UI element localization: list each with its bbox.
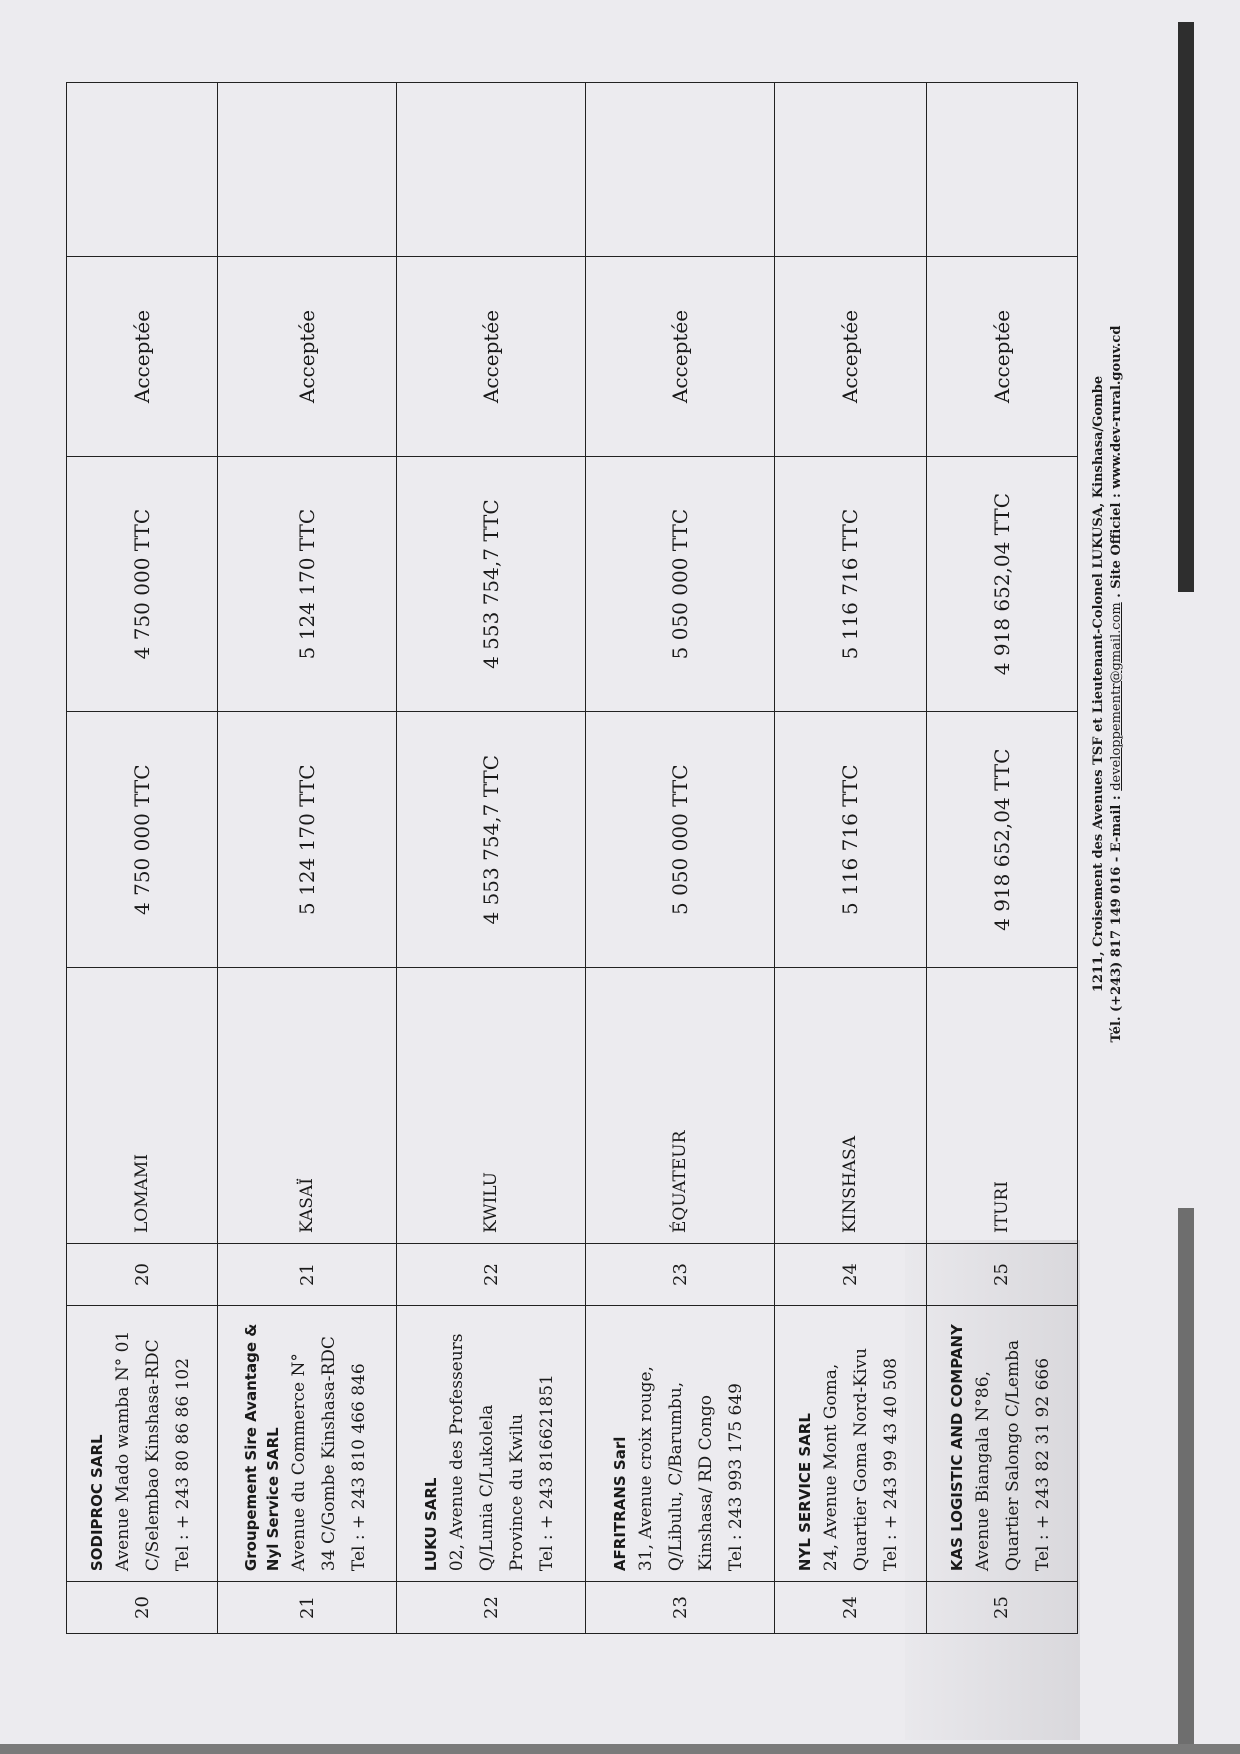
bidder-address-line: Kinshasa/ RD Congo [696,1395,717,1572]
bidder-name: Groupement Sire Avantage & Nyl Service SARL [242,1323,283,1572]
bidder-cell [586,1306,775,1582]
decision: Acceptée [218,257,397,457]
bidder-address-line: 02, Avenue des Professeurs [447,1333,468,1572]
observations-cell [586,83,775,257]
bidder-address-line: Tel : + 243 99 43 40 508 [881,1357,902,1572]
bidder-name: KAS LOGISTIC AND COMPANY [947,1324,966,1572]
observations-cell [775,83,926,257]
amount-read: 5 116 716 TTC [775,712,926,968]
province: KINSHASA [775,968,926,1244]
bidder-cell [397,1306,586,1582]
table-row [218,83,397,1634]
bidder-address-line: Tel : + 243 810 466 846 [349,1363,370,1572]
row-number: 21 [218,1582,397,1634]
bidder-address-line: Province du Kwilu [507,1413,528,1572]
amount-corrected: 4 553 754,7 TTC [397,456,586,712]
bidder-name: SODIPROC SARL [88,1434,107,1572]
amount-read: 4 750 000 TTC [67,712,218,968]
amount-read: 5 050 000 TTC [586,712,775,968]
bidder-address-line: 24, Avenue Mont Goma, [821,1363,842,1572]
amount-read: 5 124 170 TTC [218,712,397,968]
province: KASAÏ [218,968,397,1244]
lot-number: 24 [775,1243,926,1305]
observations-cell [397,83,586,257]
table-row [775,83,926,1634]
province: KWILU [397,968,586,1244]
bidder-address-line: Avenue Mado wamba N° 01 [113,1330,134,1572]
bids-table [66,82,1078,1634]
amount-corrected: 5 124 170 TTC [218,456,397,712]
footer-phone: Tél. (+243) 817 149 016 - E-mail : [1109,790,1124,1043]
amount-read: 4 553 754,7 TTC [397,712,586,968]
decision: Acceptée [775,257,926,457]
scan-edge-bar [1178,1208,1194,1754]
province: ITURI [926,968,1077,1244]
page-footer [1090,234,1126,1134]
bidder-address-line: C/Selembao Kinshasa-RDC [143,1339,164,1572]
table-row [67,83,218,1634]
footer-contact [1108,234,1126,1134]
bidder-address-line: Tel : + 243 80 86 86 102 [173,1357,194,1572]
observations-cell [218,83,397,257]
lot-number: 25 [926,1243,1077,1305]
bidder-name: LUKU SARL [422,1477,441,1572]
row-number: 23 [586,1582,775,1634]
bidder-cell [926,1306,1077,1582]
amount-corrected: 5 116 716 TTC [775,456,926,712]
lot-number: 21 [218,1243,397,1305]
lot-number: 20 [67,1243,218,1305]
amount-corrected: 5 050 000 TTC [586,456,775,712]
row-number: 22 [397,1582,586,1634]
bidder-address-line: Q/Libulu, C/Barumbu, [666,1381,687,1572]
bidder-name: NYL SERVICE SARL [796,1413,815,1572]
lot-number: 23 [586,1243,775,1305]
bidder-address-line: Avenue du Commerce N° [289,1353,310,1572]
bidder-cell [218,1306,397,1582]
bidder-cell [775,1306,926,1582]
bidder-address-line: Quartier Goma Nord-Kivu [851,1348,872,1572]
bidder-address-line: Quartier Salongo C/Lemba [1002,1339,1023,1572]
scan-edge-bar [1178,22,1194,592]
decision: Acceptée [67,257,218,457]
row-number: 20 [67,1582,218,1634]
bidder-cell [67,1306,218,1582]
amount-corrected: 4 918 652,04 TTC [926,456,1077,712]
decision: Acceptée [586,257,775,457]
observations-cell [67,83,218,257]
footer-email[interactable]: developpementr@gmail.com [1109,602,1124,791]
bidder-address-line: 31, Avenue croix rouge, [636,1366,657,1572]
row-number: 24 [775,1582,926,1634]
table-row [926,83,1077,1634]
bidder-address-line: 34 C/Gombe Kinshasa-RDC [319,1336,340,1572]
bidder-address-line: Q/Lunia C/Lukolela [477,1404,498,1572]
decision: Acceptée [926,257,1077,457]
footer-website: . Site Officiel : www.dev-rural.gouv.cd [1109,325,1124,603]
amount-corrected: 4 750 000 TTC [67,456,218,712]
lot-number: 22 [397,1243,586,1305]
bidder-address-line: Tel : 243 993 175 649 [726,1383,747,1572]
table-row [586,83,775,1634]
bidder-name: AFRITRANS Sarl [611,1436,630,1572]
amount-read: 4 918 652,04 TTC [926,712,1077,968]
bidder-address-line: Tel : + 243 816621851 [537,1374,558,1572]
observations-cell [926,83,1077,257]
row-number: 25 [926,1582,1077,1634]
province: LOMAMI [67,968,218,1244]
footer-address: 1211, Croisement des Avenues TSF et Lieutenant-Colonel LUKUSA, Kinshasa/Gombe [1091,375,1106,993]
bidder-address-line: Tel : + 243 82 31 92 666 [1032,1357,1053,1572]
decision: Acceptée [397,257,586,457]
bidder-address-line: Avenue Biangala N°86, [972,1371,993,1572]
province: ÉQUATEUR [586,968,775,1244]
table-row [397,83,586,1634]
